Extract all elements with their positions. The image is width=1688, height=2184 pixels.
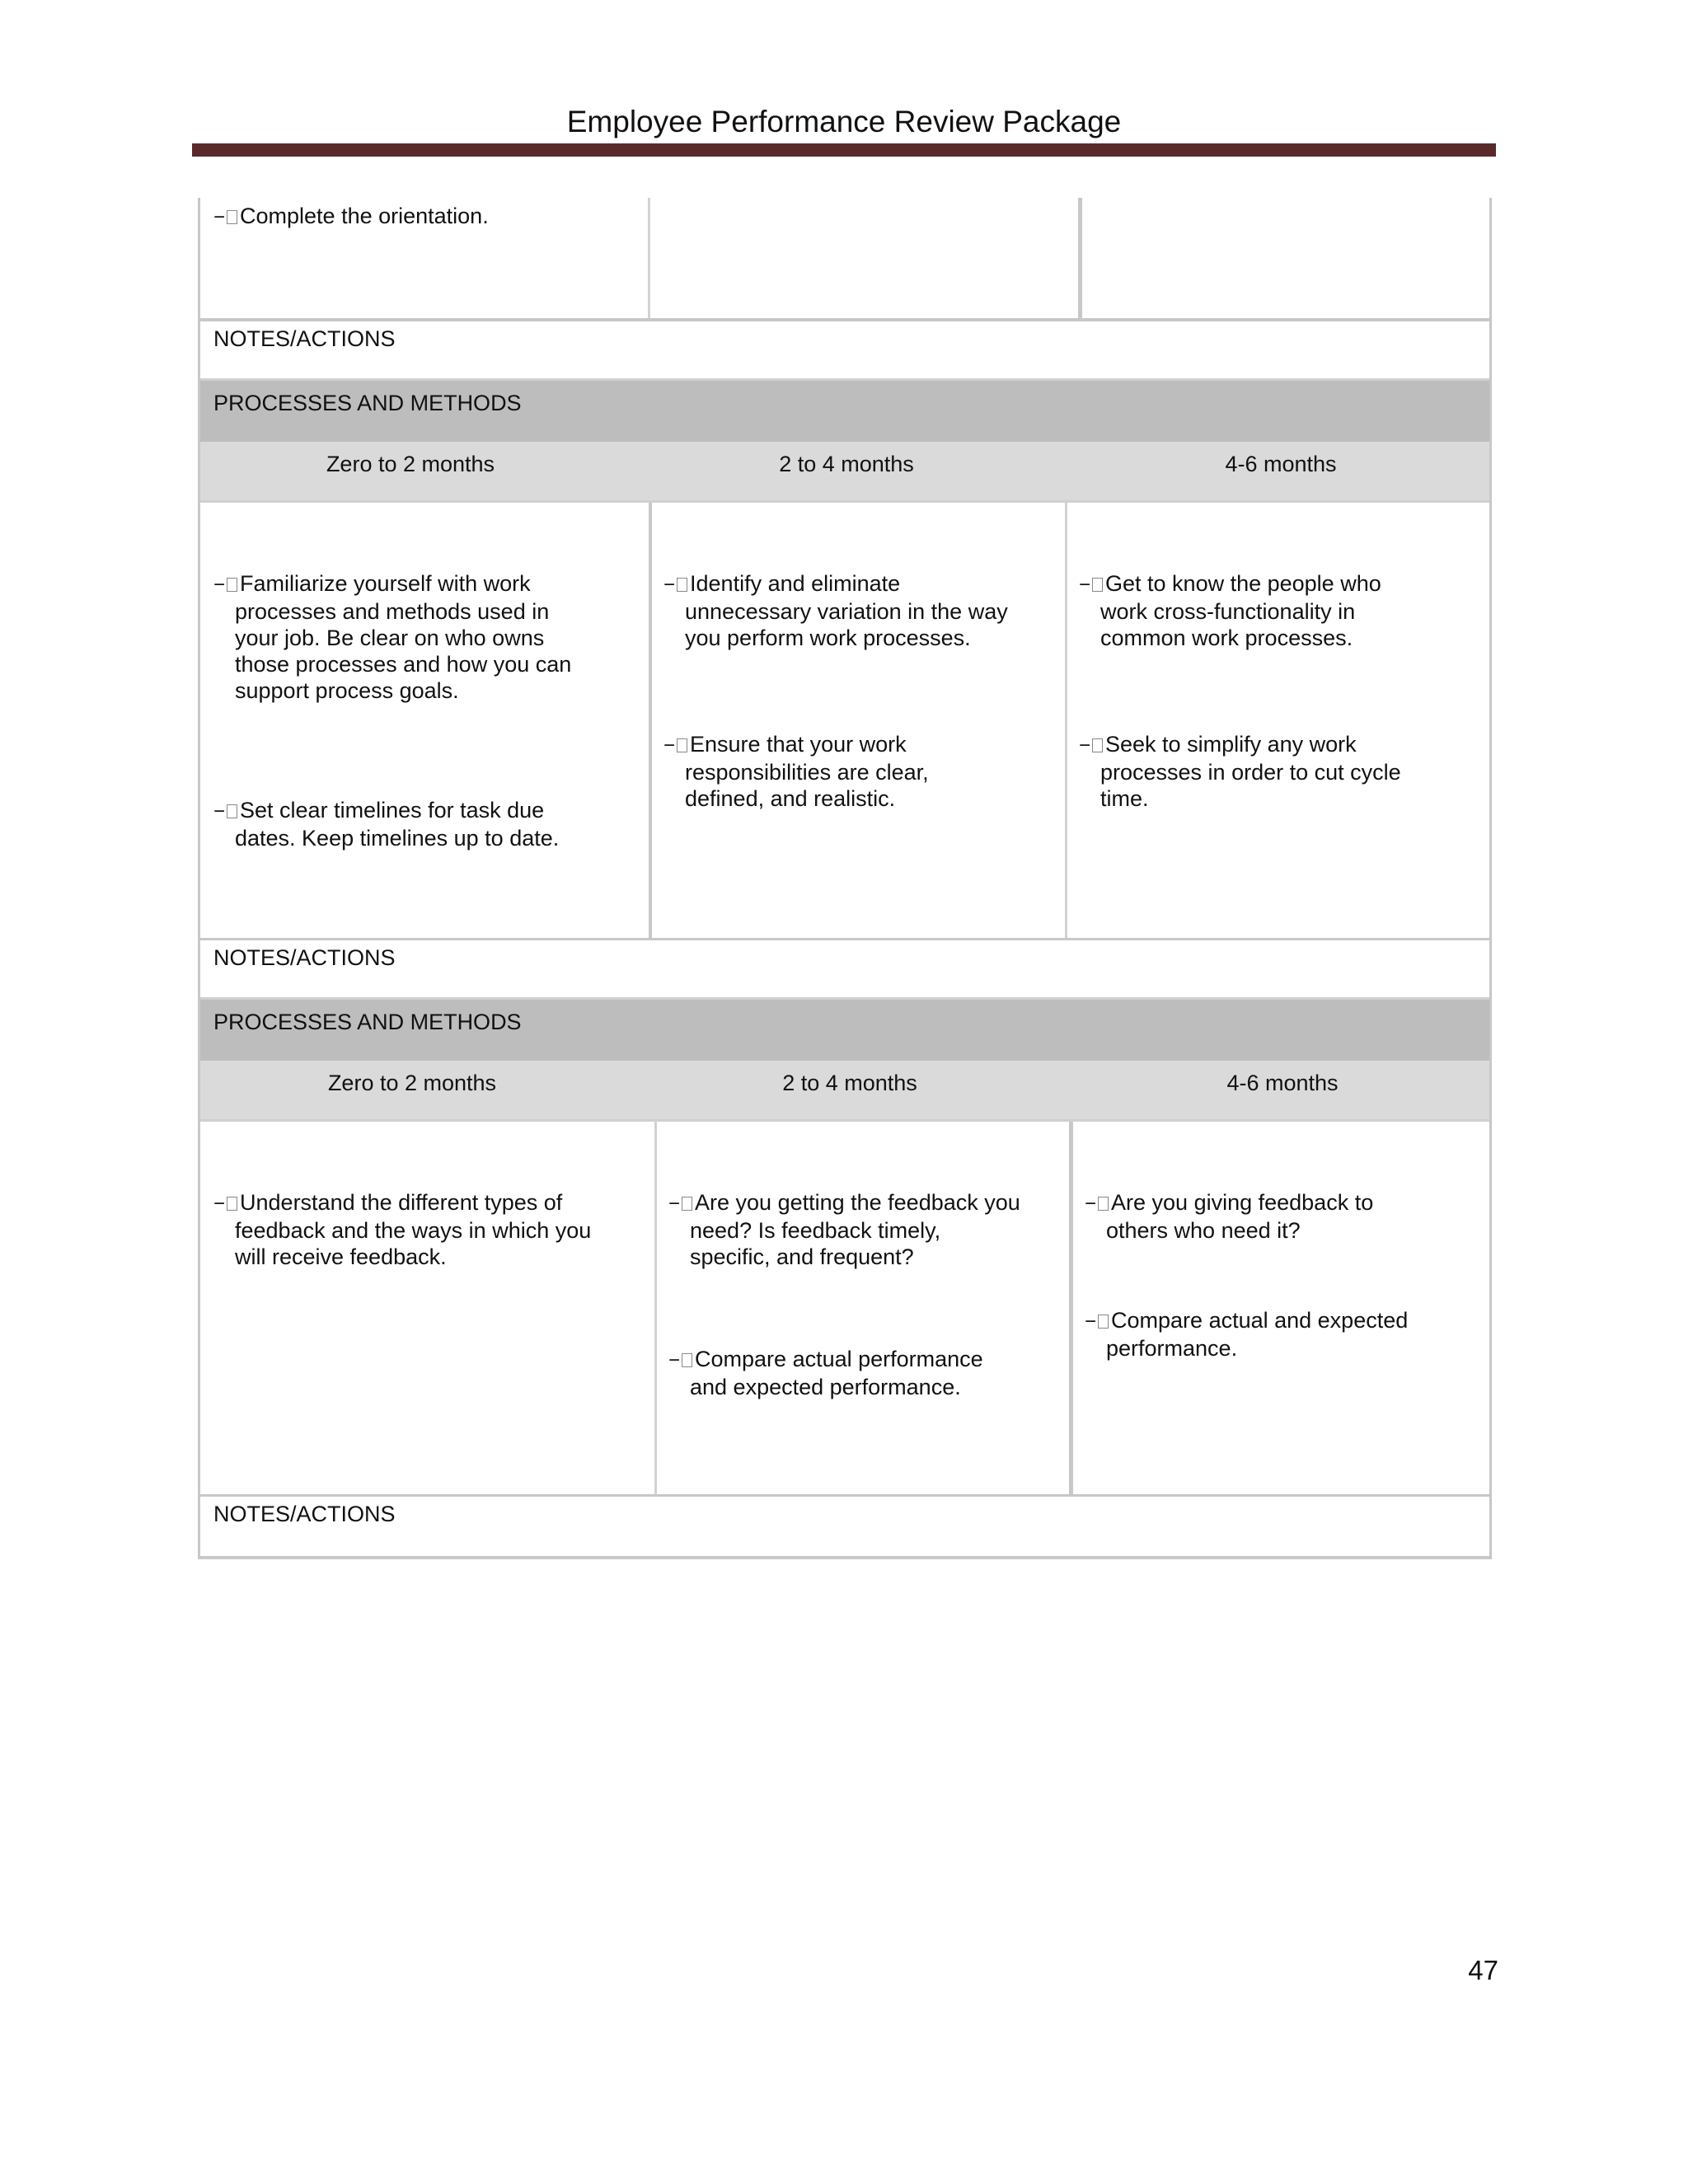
period-header-row <box>200 442 1489 503</box>
bullet-text: Compare actual and expected performance. <box>1106 1308 1409 1361</box>
bullet-item <box>213 203 489 231</box>
section-content-row <box>200 503 1489 940</box>
content-cell-zero-to-2 <box>200 503 652 938</box>
bullet-item <box>213 797 559 851</box>
continuation-cell-3 <box>1082 198 1489 318</box>
content-cell-4-to-6 <box>1067 503 1489 938</box>
period-label: 2 to 4 months <box>782 1071 917 1095</box>
bullet-text: Familiarize yourself with work processes and methods used in your job. Be clear on who owns those processes and how you can support process goals. <box>235 571 572 703</box>
bullet-item <box>1079 570 1381 651</box>
dash-checkbox-icon: − <box>668 1193 695 1215</box>
dash-checkbox-icon: − <box>213 574 240 596</box>
dash-checkbox-icon: − <box>213 1193 240 1215</box>
section-content-row <box>200 1122 1489 1497</box>
content-cell-zero-to-2 <box>200 1122 657 1494</box>
bullet-item <box>668 1189 1020 1270</box>
bullet-text: Identify and eliminate unnecessary variation in the way you perform work processes. <box>685 571 1008 650</box>
page-number: 47 <box>1468 1955 1498 1985</box>
continuation-row <box>200 198 1489 321</box>
bullet-text: Compare actual performance and expected performance. <box>690 1347 983 1399</box>
period-label: Zero to 2 months <box>326 452 495 476</box>
dash-checkbox-icon: − <box>668 1349 695 1371</box>
period-label: 4-6 months <box>1226 1071 1339 1095</box>
bullet-item <box>668 1346 983 1400</box>
content-cell-2-to-4 <box>652 503 1067 938</box>
page-header-title: Employee Performance Review Package <box>566 105 1122 138</box>
bullet-text: Get to know the people who work cross-functionality in common work processes. <box>1100 571 1381 650</box>
notes-actions-row: NOTES/ACTIONS <box>200 940 1489 1000</box>
continuation-cell-2 <box>650 198 1082 318</box>
dash-checkbox-icon: − <box>663 574 690 596</box>
notes-actions-row: NOTES/ACTIONS <box>200 321 1489 381</box>
bullet-item <box>213 1189 591 1270</box>
content-cell-2-to-4 <box>657 1122 1073 1494</box>
continuation-cell-1 <box>200 198 650 318</box>
header-rule <box>192 143 1496 157</box>
dash-checkbox-icon: − <box>663 734 690 757</box>
bullet-text: Seek to simplify any work processes in order to cut cycle time. <box>1100 732 1401 811</box>
period-label: 2 to 4 months <box>779 452 914 476</box>
bullet-text: Are you giving feedback to others who need it? <box>1106 1190 1374 1243</box>
period-header-row <box>200 1061 1489 1122</box>
dash-checkbox-icon: − <box>1079 574 1105 596</box>
review-table <box>198 198 1492 1559</box>
period-label: 4-6 months <box>1225 452 1337 476</box>
bullet-text: Set clear timelines for task due dates. Keep timelines up to date. <box>235 798 560 851</box>
bullet-item <box>663 731 929 812</box>
bullet-text: Are you getting the feedback you need? Is feedback timely, specific, and frequent? <box>690 1190 1020 1269</box>
bullet-item <box>1085 1189 1373 1244</box>
period-label: Zero to 2 months <box>327 1071 497 1095</box>
bullet-item <box>213 570 571 704</box>
dash-checkbox-icon: − <box>213 800 240 823</box>
bullet-item <box>663 570 1008 651</box>
bullet-text: Ensure that your work responsibilities are clear, defined, and realistic. <box>685 732 929 811</box>
section-title: PROCESSES AND METHODS <box>200 1000 1489 1061</box>
section-title: PROCESSES AND METHODS <box>200 381 1489 442</box>
dash-checkbox-icon: − <box>1085 1310 1111 1333</box>
bullet-item <box>1079 731 1401 812</box>
content-cell-4-to-6 <box>1073 1122 1489 1494</box>
dash-checkbox-icon: − <box>1079 734 1105 757</box>
bullet-text: Complete the orientation. <box>240 204 489 228</box>
dash-checkbox-icon: − <box>1085 1193 1111 1215</box>
notes-actions-row: NOTES/ACTIONS <box>200 1497 1489 1556</box>
dash-checkbox-icon: − <box>213 206 240 228</box>
bullet-item <box>1085 1307 1408 1361</box>
bullet-text: Understand the different types of feedback and the ways in which you will receive feedback. <box>235 1190 592 1269</box>
